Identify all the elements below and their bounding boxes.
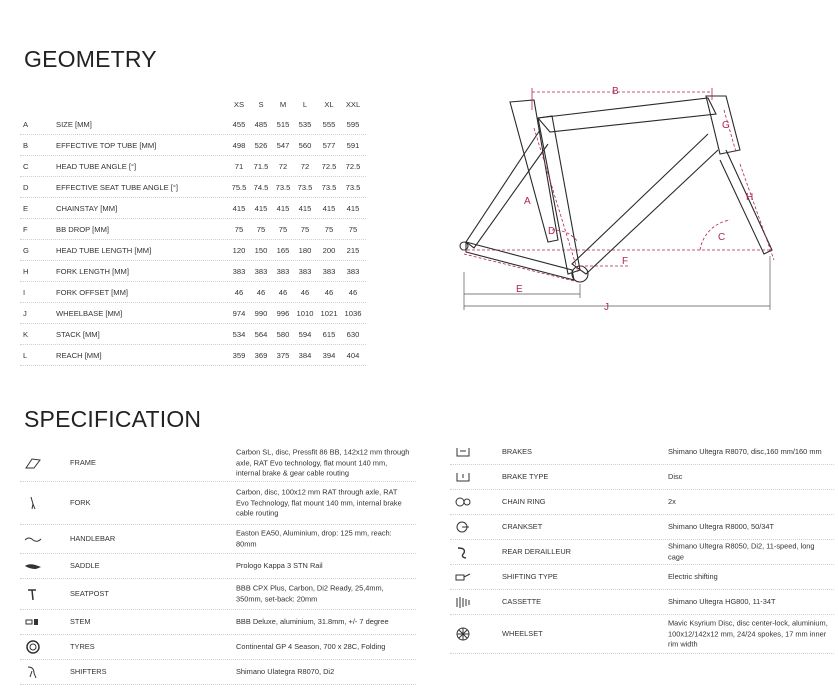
spec-name: FRAME	[70, 458, 96, 467]
spec-name: CASSETTE	[502, 597, 542, 606]
spec-name: SEATPOST	[70, 589, 109, 598]
geometry-value: 580	[276, 330, 290, 339]
spec-name: TYRES	[70, 642, 95, 651]
geometry-value: 996	[276, 309, 290, 318]
spec-name: BRAKE TYPE	[502, 472, 549, 481]
spec-value: Shimano Ultegra R8050, Di2, 11-speed, long cage	[668, 541, 815, 561]
geometry-value: 974	[232, 309, 246, 318]
geometry-value: 75	[300, 225, 310, 234]
geometry-value: 455	[232, 120, 246, 129]
geometry-value: 46	[278, 288, 288, 297]
geometry-row	[20, 156, 366, 177]
shifting-type-icon	[454, 570, 472, 584]
geometry-table	[20, 94, 366, 366]
spec-name: CHAIN RING	[502, 497, 546, 506]
label-j: J	[604, 302, 609, 313]
spec-value: BBB Deluxe, aluminium, 31.8mm, +/- 7 degree	[236, 616, 389, 626]
spec-value: Mavic Ksyrium Disc, disc center-lock, aluminium, 100x12/142x12 mm, 24/24 spokes, 17 mm inner rim width	[668, 618, 828, 649]
geometry-value: 415	[346, 204, 360, 213]
geometry-value: 46	[300, 288, 310, 297]
spec-list-right	[450, 440, 834, 654]
spec-value: BBB CPX Plus, Carbon, Di2 Ready, 25,4mm, 350mm, set-back: 20mm	[236, 583, 384, 603]
spec-row	[450, 465, 834, 490]
spec-name: BRAKES	[502, 447, 532, 456]
geometry-value: 564	[254, 330, 268, 339]
specification-title: SPECIFICATION	[24, 406, 202, 432]
geometry-value: 165	[276, 246, 290, 255]
spec-row	[20, 445, 416, 482]
spec-value: Carbon, disc, 100x12 mm RAT through axle, RAT Evo Technology, flat mount 140 mm, internal brake cable routing	[236, 487, 402, 518]
geometry-key: J	[23, 309, 27, 318]
handlebar-icon	[24, 532, 42, 546]
geometry-value: 120	[232, 246, 246, 255]
geometry-value: 73.5	[321, 183, 337, 192]
geometry-value: 535	[298, 120, 312, 129]
geometry-value: 75	[324, 225, 334, 234]
geometry-value: 498	[232, 141, 246, 150]
spec-row	[20, 660, 416, 685]
geometry-value: 547	[276, 141, 290, 150]
spec-row	[20, 610, 416, 635]
geometry-value: 74.5	[253, 183, 269, 192]
geometry-row	[20, 114, 366, 135]
spec-row	[450, 515, 834, 540]
geometry-value: 75	[348, 225, 358, 234]
geometry-value: 75	[278, 225, 288, 234]
geometry-label: HEAD TUBE LENGTH [MM]	[56, 246, 152, 255]
brake-icon	[454, 445, 472, 459]
geometry-key: B	[23, 141, 29, 150]
spec-row	[450, 490, 834, 515]
spec-value: Shimano Ulategra R8070, Di2	[236, 666, 335, 676]
cassette-icon	[454, 595, 472, 609]
geometry-value: 383	[276, 267, 290, 276]
saddle-icon	[24, 559, 42, 573]
seatstay	[466, 130, 548, 248]
geometry-key: E	[23, 204, 29, 213]
spec-value: Electric shifting	[668, 571, 718, 581]
geometry-key: L	[23, 351, 28, 360]
geometry-key: H	[23, 267, 29, 276]
fork-icon	[24, 496, 42, 510]
geometry-row	[20, 345, 366, 366]
spec-name: CRANKSET	[502, 522, 543, 531]
spec-row	[450, 565, 834, 590]
geometry-row	[20, 240, 366, 261]
geometry-value: 415	[276, 204, 290, 213]
size-header: XL	[324, 100, 334, 109]
geometry-value: 630	[346, 330, 360, 339]
geometry-header-row	[20, 94, 366, 114]
geometry-value: 384	[298, 351, 312, 360]
spec-value: Shimano Ultegra R8000, 50/34T	[668, 521, 774, 531]
geometry-value: 526	[254, 141, 268, 150]
spec-value: 2x	[668, 496, 676, 506]
spec-value: Carbon SL, disc, Pressfit 86 BB, 142x12 mm through axle, RAT Evo technology, flat mount 140 mm, internal brake & gear cable routing	[236, 447, 410, 478]
geometry-value: 555	[322, 120, 336, 129]
spec-name: SHIFTING TYPE	[502, 572, 558, 581]
shifter-icon	[24, 665, 42, 679]
geometry-value: 515	[276, 120, 290, 129]
geometry-key: D	[23, 183, 29, 192]
geometry-value: 375	[276, 351, 290, 360]
geometry-value: 383	[298, 267, 312, 276]
geometry-value: 1036	[344, 309, 362, 318]
geometry-value: 404	[346, 351, 360, 360]
spec-row	[20, 635, 416, 660]
geometry-key: F	[23, 225, 28, 234]
geometry-value: 72.5	[345, 162, 361, 171]
spec-value: Shimano Ultegra R8070, disc,160 mm/160 mm	[668, 446, 822, 456]
geometry-value: 72	[300, 162, 310, 171]
geometry-value: 485	[254, 120, 268, 129]
geometry-label: WHEELBASE [MM]	[56, 309, 123, 318]
spec-name: HANDLEBAR	[70, 534, 116, 543]
spec-name: REAR DERAILLEUR	[502, 547, 571, 556]
geometry-value: 560	[298, 141, 312, 150]
spec-name: SADDLE	[70, 561, 100, 570]
geometry-value: 383	[254, 267, 268, 276]
geometry-label: FORK LENGTH [MM]	[56, 267, 129, 276]
label-a: A	[524, 196, 531, 207]
geometry-value: 383	[232, 267, 246, 276]
geometry-value: 75	[256, 225, 266, 234]
seatpost	[510, 100, 558, 242]
geometry-row	[20, 261, 366, 282]
geometry-label: BB DROP [MM]	[56, 225, 110, 234]
geometry-row	[20, 324, 366, 345]
crankset-icon	[454, 520, 472, 534]
geometry-value: 46	[324, 288, 334, 297]
geometry-label: STACK [MM]	[56, 330, 100, 339]
geometry-value: 594	[298, 330, 312, 339]
geometry-value: 200	[322, 246, 336, 255]
spec-list-left	[20, 445, 416, 685]
geometry-label: EFFECTIVE SEAT TUBE ANGLE [°]	[56, 183, 179, 192]
geometry-value: 415	[298, 204, 312, 213]
geometry-value: 615	[322, 330, 336, 339]
geometry-value: 150	[254, 246, 268, 255]
size-header: XS	[233, 100, 245, 109]
geometry-key: G	[23, 246, 29, 255]
geometry-label: FORK OFFSET [MM]	[56, 288, 128, 297]
label-c: C	[718, 232, 726, 243]
geometry-value: 359	[232, 351, 246, 360]
geometry-value: 415	[254, 204, 268, 213]
geometry-value: 369	[254, 351, 268, 360]
geometry-value: 394	[322, 351, 336, 360]
geometry-value: 577	[322, 141, 336, 150]
geometry-label: EFFECTIVE TOP TUBE [MM]	[56, 141, 157, 150]
geometry-value: 72.5	[321, 162, 337, 171]
label-e: E	[516, 284, 523, 295]
size-header: L	[302, 100, 308, 109]
geometry-key: A	[23, 120, 29, 129]
spec-name: STEM	[70, 617, 91, 626]
geometry-row	[20, 177, 366, 198]
geometry-value: 595	[346, 120, 360, 129]
geometry-value: 46	[348, 288, 358, 297]
chainstay	[466, 242, 574, 280]
spec-value: Shimano Ultegra HG800, 11-34T	[668, 596, 776, 606]
chainring-icon	[454, 495, 472, 509]
spec-row	[20, 525, 416, 554]
geometry-value: 75.5	[231, 183, 247, 192]
spec-row	[20, 482, 416, 525]
geometry-value: 71.5	[253, 162, 269, 171]
spec-name: WHEELSET	[502, 629, 543, 638]
geometry-value: 72	[278, 162, 288, 171]
geometry-value: 73.5	[297, 183, 313, 192]
geometry-value: 383	[322, 267, 336, 276]
geometry-label: SIZE [MM]	[56, 120, 92, 129]
size-header: XXL	[345, 100, 361, 109]
geometry-value: 73.5	[275, 183, 291, 192]
seatpost-icon	[24, 587, 42, 601]
tyre-icon	[24, 640, 42, 654]
label-d: D	[548, 226, 556, 237]
spec-row	[20, 554, 416, 579]
geometry-value: 215	[346, 246, 360, 255]
size-header: M	[279, 100, 287, 109]
geometry-row	[20, 219, 366, 240]
down-tube	[572, 134, 718, 274]
geometry-value: 46	[234, 288, 244, 297]
geometry-value: 180	[298, 246, 312, 255]
geometry-value: 990	[254, 309, 268, 318]
geometry-value: 1021	[320, 309, 338, 318]
spec-row	[450, 440, 834, 465]
geometry-value: 534	[232, 330, 246, 339]
geometry-value: 71	[234, 162, 244, 171]
geometry-key: C	[23, 162, 29, 171]
frame-geometry-diagram	[440, 70, 838, 330]
wheelset-icon	[454, 627, 472, 641]
spec-row	[450, 615, 834, 654]
rear-derailleur-icon	[454, 545, 472, 559]
spec-row	[450, 540, 834, 565]
geometry-label: REACH [MM]	[56, 351, 102, 360]
geometry-value: 75	[234, 225, 244, 234]
spec-value: Continental GP 4 Season, 700 x 28C, Folding	[236, 641, 386, 651]
brake-type-icon	[454, 470, 472, 484]
geometry-value: 1010	[296, 309, 314, 318]
geometry-value: 591	[346, 141, 360, 150]
label-g: G	[722, 120, 730, 131]
spec-row	[20, 579, 416, 610]
geometry-row	[20, 198, 366, 219]
geometry-row	[20, 135, 366, 156]
geometry-row	[20, 303, 366, 324]
size-header: S	[258, 100, 264, 109]
spec-value: Prologo Kappa 3 STN Rail	[236, 560, 323, 570]
geometry-value: 73.5	[345, 183, 361, 192]
label-f: F	[622, 256, 629, 267]
geometry-label: HEAD TUBE ANGLE [°]	[56, 162, 137, 171]
spec-value: Easton EA50, Aluminium, drop: 125 mm, reach: 80mm	[236, 528, 392, 548]
geometry-row	[20, 282, 366, 303]
geometry-value: 415	[232, 204, 246, 213]
geometry-title: GEOMETRY	[24, 46, 157, 72]
label-h: H	[746, 192, 754, 203]
frame-icon	[24, 456, 42, 470]
top-tube	[538, 98, 716, 132]
spec-name: FORK	[70, 498, 91, 507]
geometry-label: CHAINSTAY [MM]	[56, 204, 118, 213]
geometry-value: 415	[322, 204, 336, 213]
geometry-value: 46	[256, 288, 266, 297]
geometry-value: 383	[346, 267, 360, 276]
spec-name: SHIFTERS	[70, 667, 107, 676]
label-b: B	[612, 86, 619, 97]
geometry-key: I	[23, 288, 26, 297]
stem-icon	[24, 615, 42, 629]
geometry-key: K	[23, 330, 29, 339]
spec-value: Disc	[668, 471, 683, 481]
spec-row	[450, 590, 834, 615]
